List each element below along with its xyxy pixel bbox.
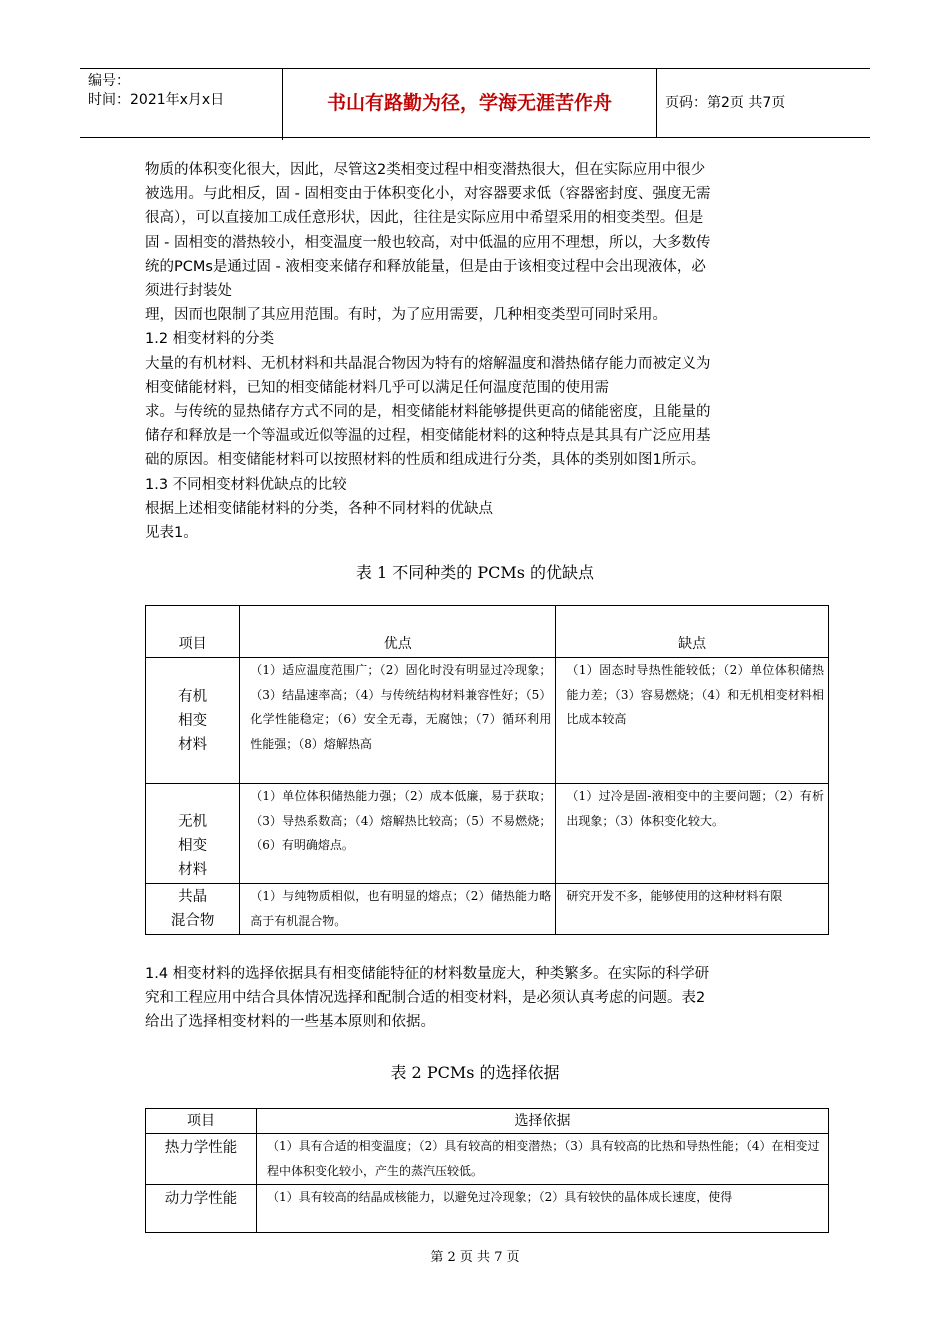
section-heading-1-3: 1.3 不同相变材料优缺点的比较 — [145, 476, 347, 493]
text-line: 础的原因。相变储能材料可以按照材料的性质和组成进行分类，具体的类别如图1所示。 — [145, 452, 706, 469]
table-pcm-comparison — [145, 605, 829, 935]
number-label: 编号： — [88, 73, 130, 89]
text-line: 很高），可以直接加工成任意形状，因此，往往是实际应用中希望采用的相变类型。但是 — [145, 210, 704, 227]
paragraph-phase-types — [145, 158, 815, 545]
text-line: 固 - 固相变的潜热较小，相变温度一般也较高，对中低温的应用不理想，所以，大多数传 — [145, 234, 711, 251]
row-name-eutectic: 共晶 混合物 — [146, 884, 240, 935]
table-row — [146, 658, 829, 784]
pros-organic: （1）适应温度范围广；（2）固化时没有明显过冷现象；（3）结晶速率高；（4）与传统结构材料兼容性好；（5）化学性能稳定；（6）安全无毒，无腐蚀；（7）循环利用性能强；（8）熔解热高 — [240, 658, 556, 784]
col-header-basis: 选择依据 — [257, 1109, 829, 1134]
cons-organic: （1）固态时导热性能较低；（2）单位体积储热能力差；（3）容易燃烧；（4）和无机相变材料相比成本较高 — [556, 658, 829, 784]
cons-eutectic: 研究开发不多，能够使用的这种材料有限 — [556, 884, 829, 935]
text-line: 相变储能材料，已知的相变储能材料几乎可以满足任何温度范围的使用需 — [145, 379, 609, 396]
text-line: 被选用。与此相反，固 - 固相变由于体积变化小，对容器要求低（容器密封度、强度无需 — [145, 186, 711, 203]
table-row — [146, 884, 829, 935]
page-indicator: 页码：第2页 共7页 — [665, 95, 786, 111]
table-pcm-selection — [145, 1108, 829, 1233]
text-line: 储存和释放是一个等温或近似等温的过程，相变储能材料的这种特点是其具有广泛应用基 — [145, 428, 711, 445]
section-heading-1-2: 1.2 相变材料的分类 — [145, 331, 275, 348]
row-name-kinetic: 动力学性能 — [146, 1185, 257, 1233]
text-line: 见表1。 — [145, 525, 198, 542]
text-line: 给出了选择相变材料的一些基本原则和依据。 — [145, 1014, 435, 1031]
pros-inorganic: （1）单位体积储热能力强；（2）成本低廉，易于获取；（3）导热系数高；（4）熔解热比较高；（5）不易燃烧；（6）有明确熔点。 — [240, 784, 556, 884]
row-name-thermodynamic: 热力学性能 — [146, 1134, 257, 1185]
col-header-item: 项目 — [146, 1109, 257, 1134]
paragraph-selection-basis — [145, 962, 815, 1035]
table-row — [146, 784, 829, 884]
table-header-row — [146, 1109, 829, 1134]
row-name-organic: 有机 相变 材料 — [146, 658, 240, 784]
text-line: 究和工程应用中结合具体情况选择和配制合适的相变材料，是必须认真考虑的问题。表2 — [145, 990, 706, 1007]
row-name-inorganic: 无机 相变 材料 — [146, 784, 240, 884]
header-meta — [80, 69, 283, 140]
text-line: 大量的有机材料、无机材料和共晶混合物因为特有的熔解温度和潜热储存能力而被定义为 — [145, 355, 711, 372]
page-header — [80, 68, 870, 138]
page-footer: 第 2 页 共 7 页 — [430, 1250, 520, 1265]
text-line: 须进行封装处 — [145, 283, 232, 300]
col-header-pros: 优点 — [240, 606, 556, 658]
col-header-item: 项目 — [146, 606, 240, 658]
date-label: 时间：2021年x月x日 — [88, 92, 225, 108]
text-line: 物质的体积变化很大，因此，尽管这2类相变过程中相变潜热很大，但在实际应用中很少 — [145, 162, 706, 178]
header-motto: 书山有路勤为径，学海无涯苦作舟 — [283, 69, 657, 137]
basis-thermodynamic: （1）具有合适的相变温度；（2）具有较高的相变潜热；（3）具有较高的比热和导热性能；（4）在相变过程中体积变化较小，产生的蒸汽压较低。 — [257, 1134, 829, 1185]
col-header-cons: 缺点 — [556, 606, 829, 658]
pros-eutectic: （1）与纯物质相似，也有明显的熔点；（2）储热能力略高于有机混合物。 — [240, 884, 556, 935]
table1-caption: 表 1 不同种类的 PCMs 的优缺点 — [355, 563, 595, 582]
cons-inorganic: （1）过冷是固-液相变中的主要问题；（2）有析出现象；（3）体积变化较大。 — [556, 784, 829, 884]
text-line: 1.4 相变材料的选择依据具有相变储能特征的材料数量庞大，种类繁多。在实际的科学研 — [145, 966, 710, 982]
table-row — [146, 1134, 829, 1185]
table-header-row — [146, 606, 829, 658]
table-row — [146, 1185, 829, 1233]
text-line: 求。与传统的显热储存方式不同的是，相变储能材料能够提供更高的储能密度，且能量的 — [145, 404, 711, 421]
basis-kinetic: （1）具有较高的结晶成核能力，以避免过冷现象；（2）具有较快的晶体成长速度，使得 — [257, 1185, 829, 1233]
text-line: 根据上述相变储能材料的分类，各种不同材料的优缺点 — [145, 500, 493, 517]
text-line: 统的PCMs是通过固 - 液相变来储存和释放能量，但是由于该相变过程中会出现液体，必 — [145, 258, 706, 275]
text-line: 理，因而也限制了其应用范围。有时，为了应用需要，几种相变类型可同时采用。 — [145, 307, 667, 324]
table2-caption: 表 2 PCMs 的选择依据 — [390, 1063, 560, 1082]
